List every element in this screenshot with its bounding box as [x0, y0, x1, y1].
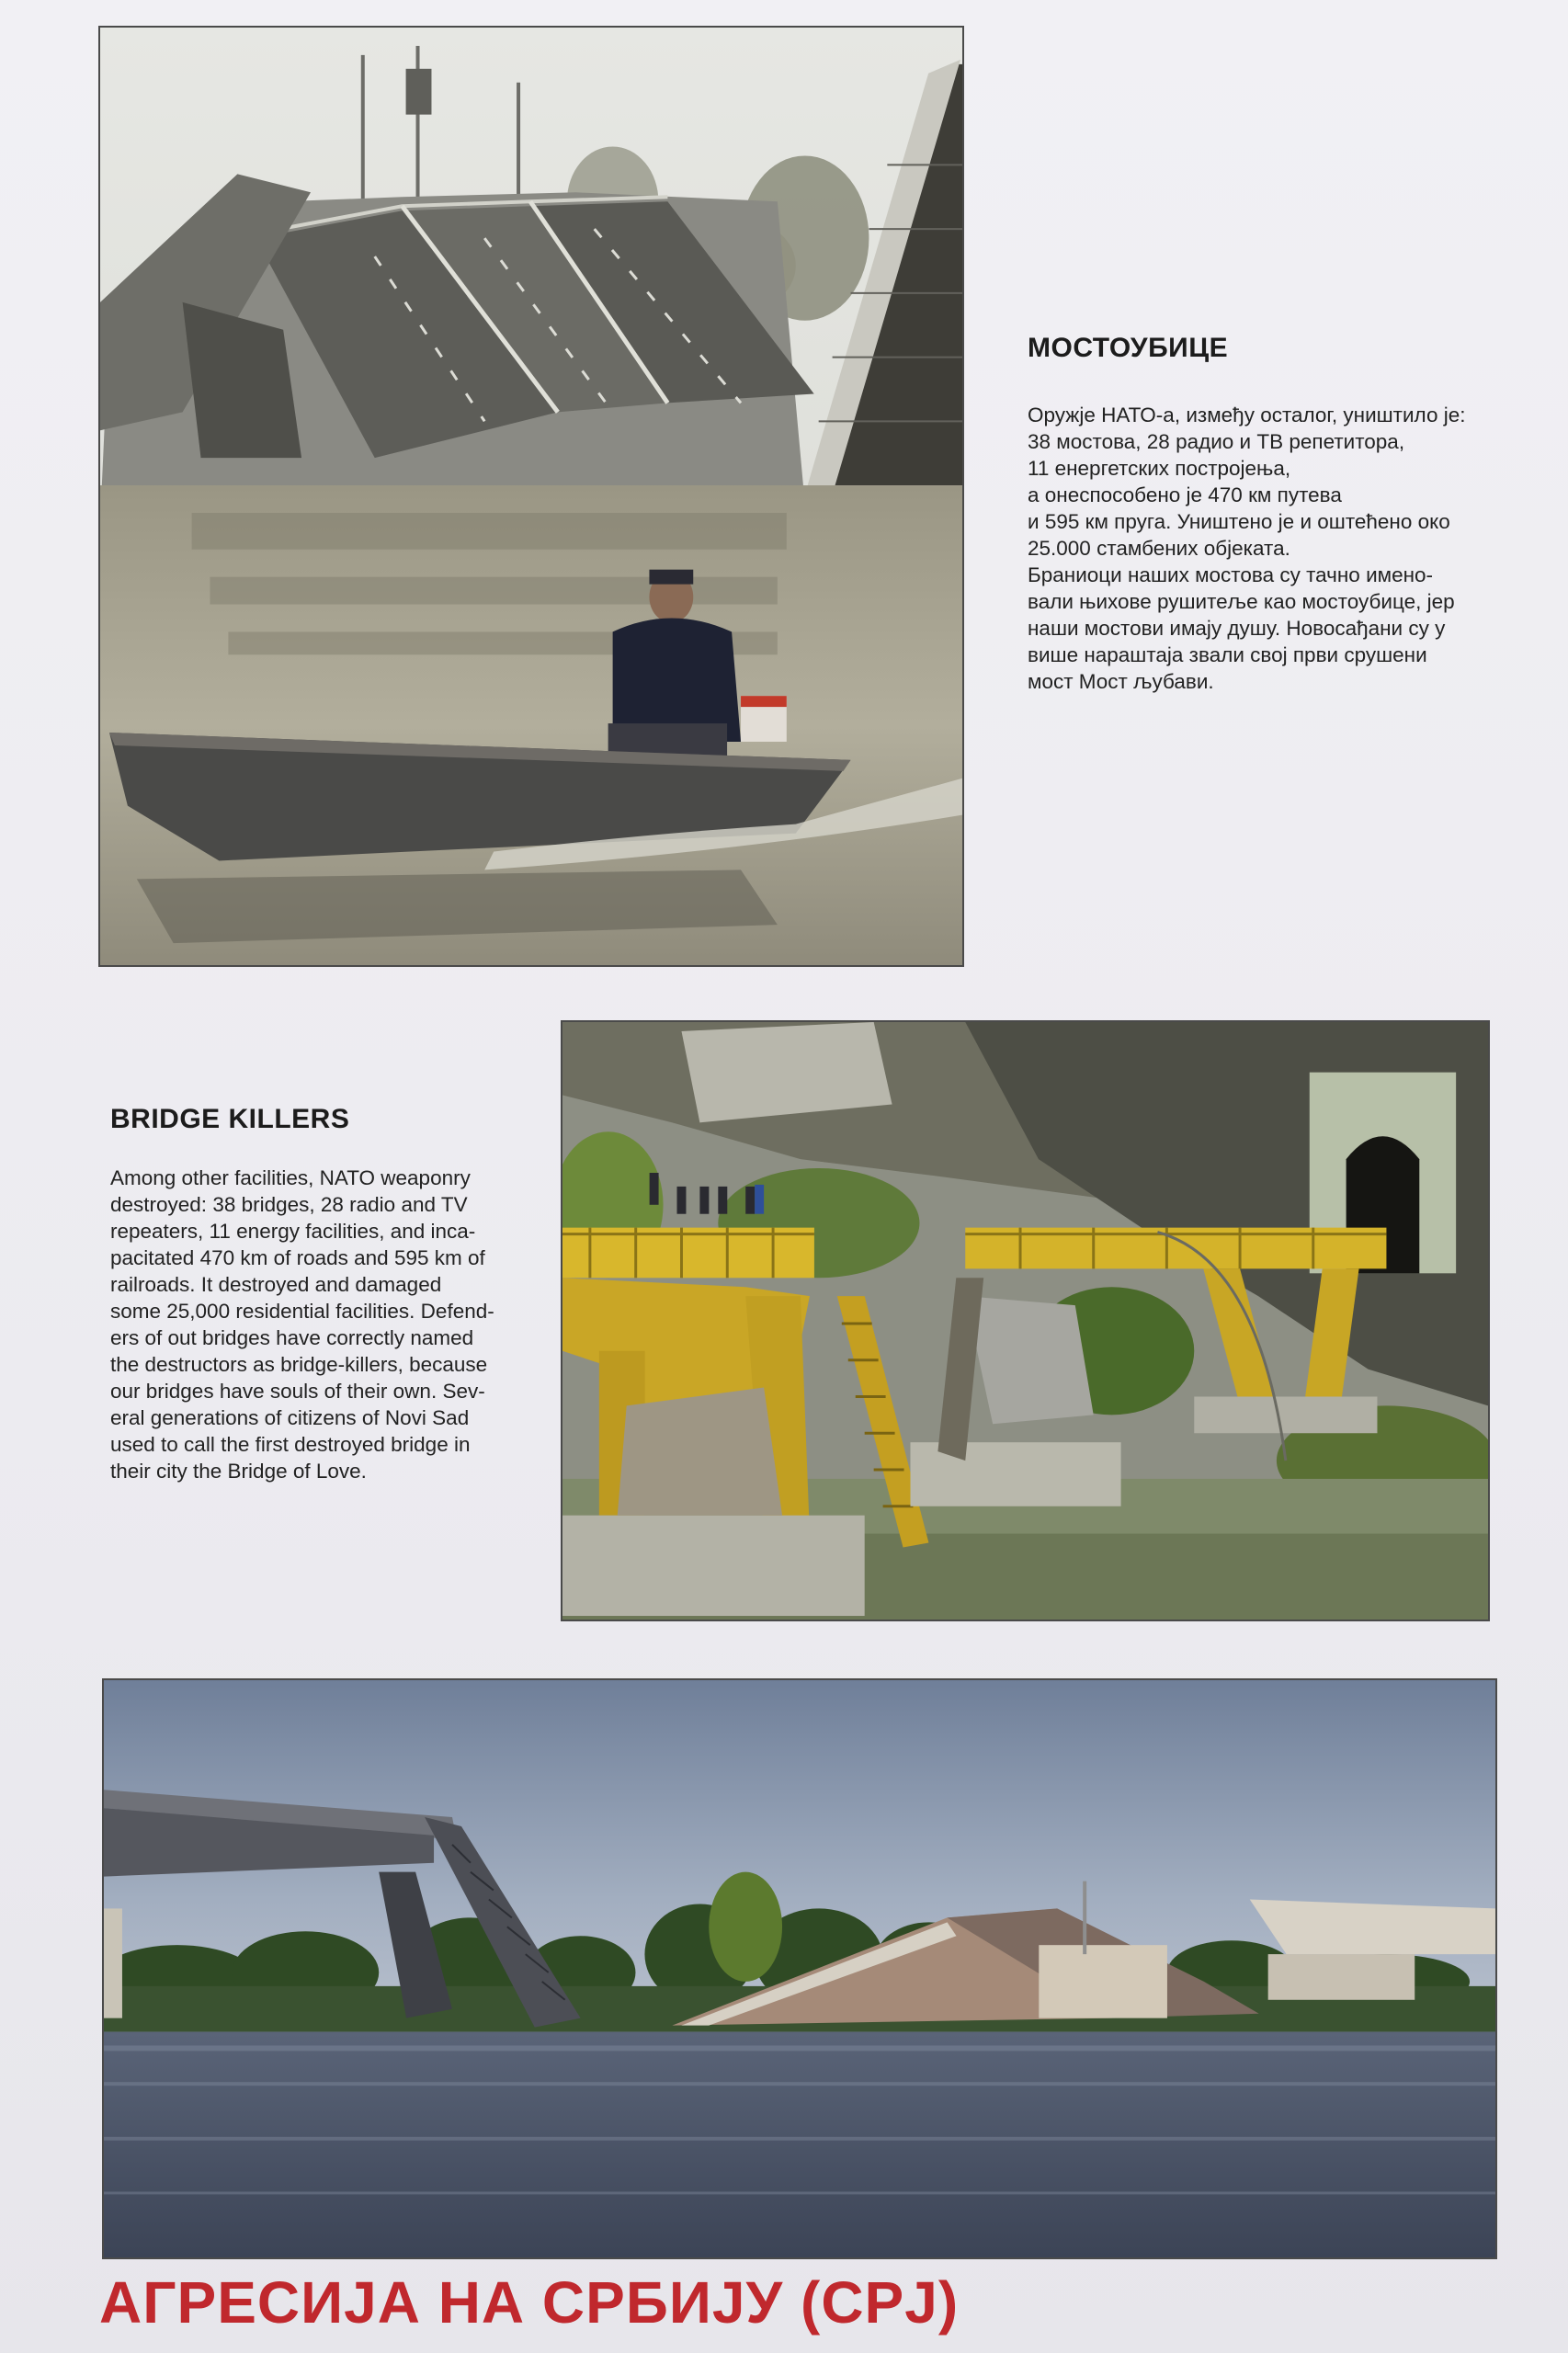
- photo-collapsed-bridges-river-image: [104, 1680, 1495, 2257]
- text-line: вали њихове рушитеље као мостоубице, јер: [1028, 590, 1455, 613]
- text-line: 38 мостова, 28 радио и ТВ репетитора,: [1028, 430, 1405, 453]
- photo-railway-bridge-tunnel: [561, 1020, 1490, 1621]
- photo-collapsed-bridge-boat: [98, 26, 964, 967]
- body-text-en: [110, 1165, 494, 1484]
- photo-railway-bridge-tunnel-image: [562, 1022, 1488, 1620]
- text-line: и 595 км пруга. Уништено је и оштећено око: [1028, 510, 1450, 533]
- heading-bridge-killers-en: BRIDGE KILLERS: [110, 1104, 350, 1134]
- text-line: наши мостови имају душу. Новосађани су у: [1028, 617, 1446, 640]
- text-line: our bridges have souls of their own. Sev-: [110, 1380, 485, 1403]
- text-line: Браниоци наших мостова су тачно имено-: [1028, 563, 1434, 586]
- text-line: мост Мост љубави.: [1028, 670, 1214, 693]
- text-line: used to call the first destroyed bridge in: [110, 1433, 471, 1456]
- photo-collapsed-bridges-river: [102, 1678, 1497, 2259]
- text-line: some 25,000 residential facilities. Defend-: [110, 1300, 494, 1323]
- text-line: their city the Bridge of Love.: [110, 1460, 367, 1483]
- text-line: више нараштаја звали свој први срушени: [1028, 643, 1427, 666]
- heading-bridge-killers-sr: МОСТОУБИЦЕ: [1028, 333, 1229, 363]
- text-line: pacitated 470 km of roads and 595 km of: [110, 1246, 485, 1269]
- body-text-sr: [1028, 402, 1465, 695]
- text-line: the destructors as bridge-killers, because: [110, 1353, 488, 1376]
- text-line: Оружје НАТО-а, између осталог, уништило је:: [1028, 404, 1466, 426]
- text-line: 25.000 стамбених објеката.: [1028, 537, 1290, 560]
- text-line: railroads. It destroyed and damaged: [110, 1273, 442, 1296]
- text-line: eral generations of citizens of Novi Sad: [110, 1406, 470, 1429]
- text-line: Among other facilities, NATO weaponry: [110, 1166, 471, 1189]
- photo-collapsed-bridge-boat-image: [100, 28, 962, 965]
- text-line: 11 енергетских постројења,: [1028, 457, 1291, 480]
- text-line: destroyed: 38 bridges, 28 radio and TV: [110, 1193, 468, 1216]
- exhibition-title: АГРЕСИЈА НА СРБИЈУ (СРЈ): [99, 2269, 960, 2336]
- text-line: а онеспособено је 470 км путева: [1028, 483, 1342, 506]
- text-line: repeaters, 11 energy facilities, and inca-: [110, 1220, 476, 1243]
- text-line: ers of out bridges have correctly named: [110, 1326, 474, 1349]
